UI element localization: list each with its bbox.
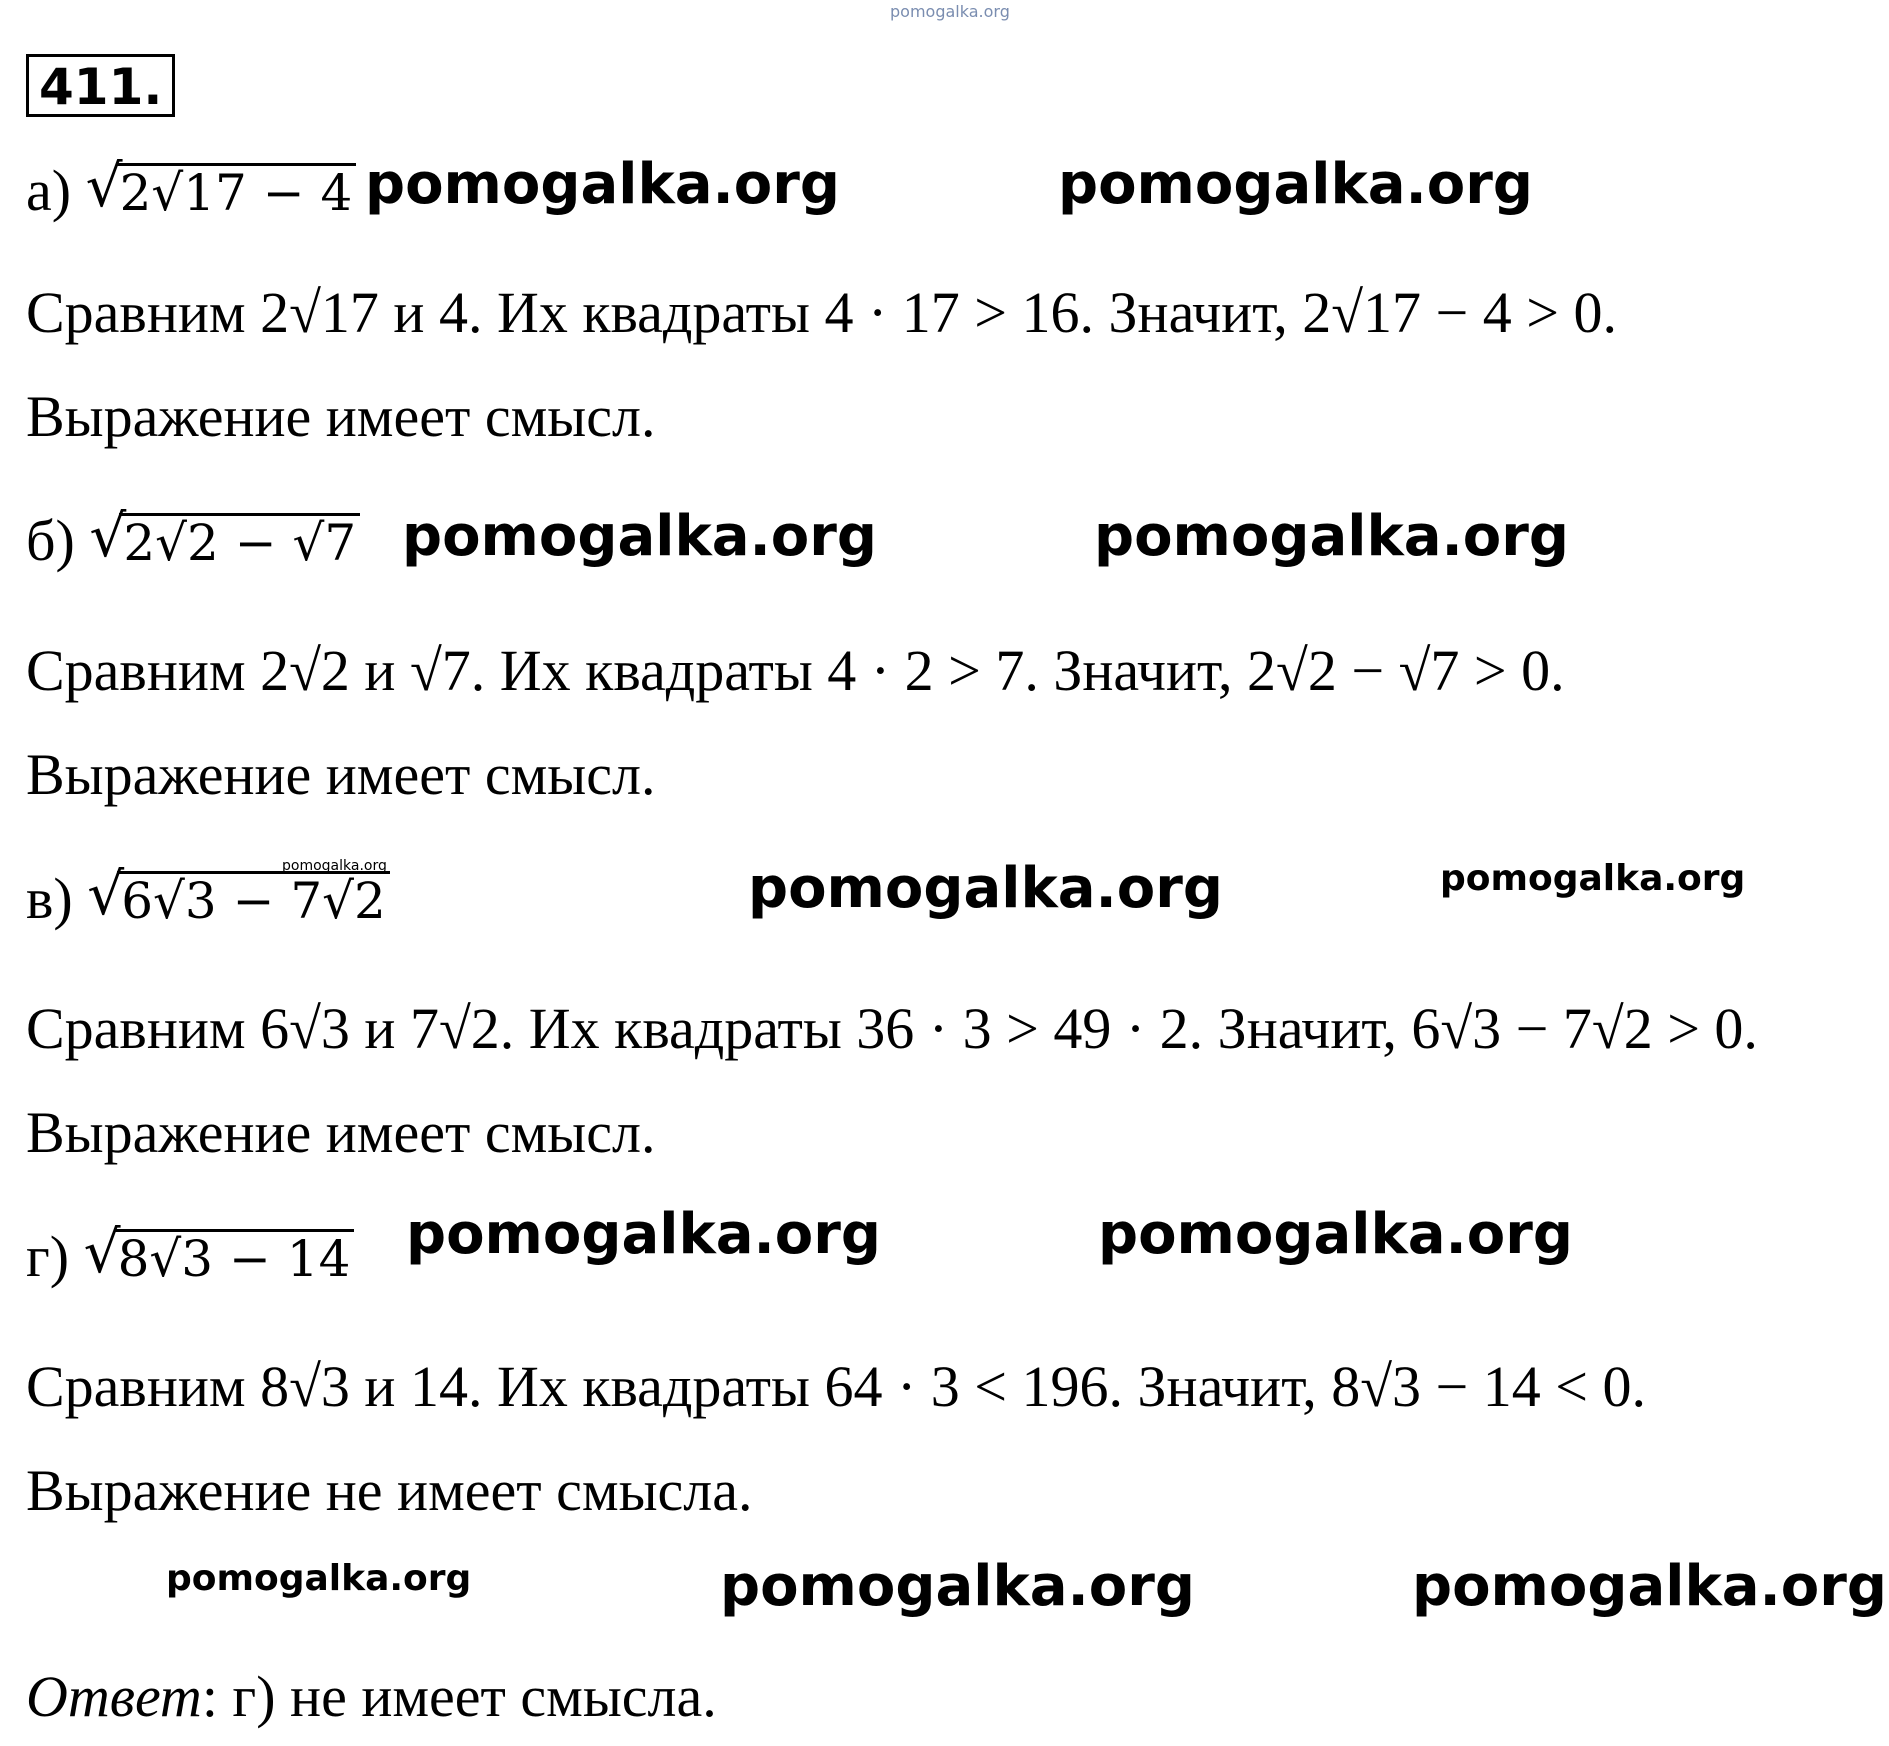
watermark: pomogalka.org xyxy=(406,1202,881,1267)
watermark: pomogalka.org xyxy=(748,856,1223,921)
watermark-small: pomogalka.org xyxy=(1440,858,1746,899)
part-b-expression: 2√2 − √7 xyxy=(119,513,360,571)
part-c-label: в) xyxy=(26,866,73,931)
part-c-comparison: Сравним 6√3 и 7√2. Их квадраты 36 · 3 > 49 · 2. Значит, 6√3 − 7√2 > 0. xyxy=(26,996,1758,1061)
part-b-comparison: Сравним 2√2 и √7. Их квадраты 4 · 2 > 7. Значит, 2√2 − √7 > 0. xyxy=(26,638,1565,703)
answer-label: Ответ xyxy=(26,1664,202,1729)
part-c-radical xyxy=(87,871,390,929)
answer-text: : г) не имеет смысла. xyxy=(201,1664,717,1729)
part-a-conclusion: Выражение имеет смысл. xyxy=(26,384,656,449)
part-d-radical xyxy=(84,1229,355,1287)
part-b-radical xyxy=(89,513,360,571)
watermark: pomogalka.org xyxy=(1098,1202,1573,1267)
watermark-top: pomogalka.org xyxy=(890,2,1010,21)
part-b-conclusion: Выражение имеет смысл. xyxy=(26,742,656,807)
part-a-radical xyxy=(86,163,357,221)
watermark: pomogalka.org xyxy=(365,152,840,217)
watermark: pomogalka.org xyxy=(402,504,877,569)
part-c-conclusion: Выражение имеет смысл. xyxy=(26,1100,656,1165)
part-c-expression: 6√3 − 7√2 xyxy=(117,871,390,929)
part-a-expression: 2√17 − 4 xyxy=(116,163,357,221)
watermark: pomogalka.org xyxy=(1058,152,1533,217)
part-d-expression: 8√3 − 14 xyxy=(114,1229,355,1287)
watermark-small: pomogalka.org xyxy=(166,1558,472,1599)
part-a-label: а) xyxy=(26,158,72,223)
part-b-label: б) xyxy=(26,508,75,573)
part-b-header xyxy=(26,508,360,573)
part-d-label: г) xyxy=(26,1224,70,1289)
watermark: pomogalka.org xyxy=(720,1554,1195,1619)
problem-number: 411. xyxy=(26,54,175,117)
watermark: pomogalka.org xyxy=(1094,504,1569,569)
part-a-header xyxy=(26,158,356,223)
part-d-conclusion: Выражение не имеет смысла. xyxy=(26,1458,753,1523)
watermark-tiny: pomogalka.org xyxy=(282,858,387,874)
part-d-comparison: Сравним 8√3 и 14. Их квадраты 64 · 3 < 196. Значит, 8√3 − 14 < 0. xyxy=(26,1354,1646,1419)
watermark: pomogalka.org xyxy=(1412,1554,1887,1619)
part-a-comparison: Сравним 2√17 и 4. Их квадраты 4 · 17 > 16. Значит, 2√17 − 4 > 0. xyxy=(26,280,1617,345)
answer xyxy=(26,1664,717,1729)
part-d-header xyxy=(26,1224,354,1289)
